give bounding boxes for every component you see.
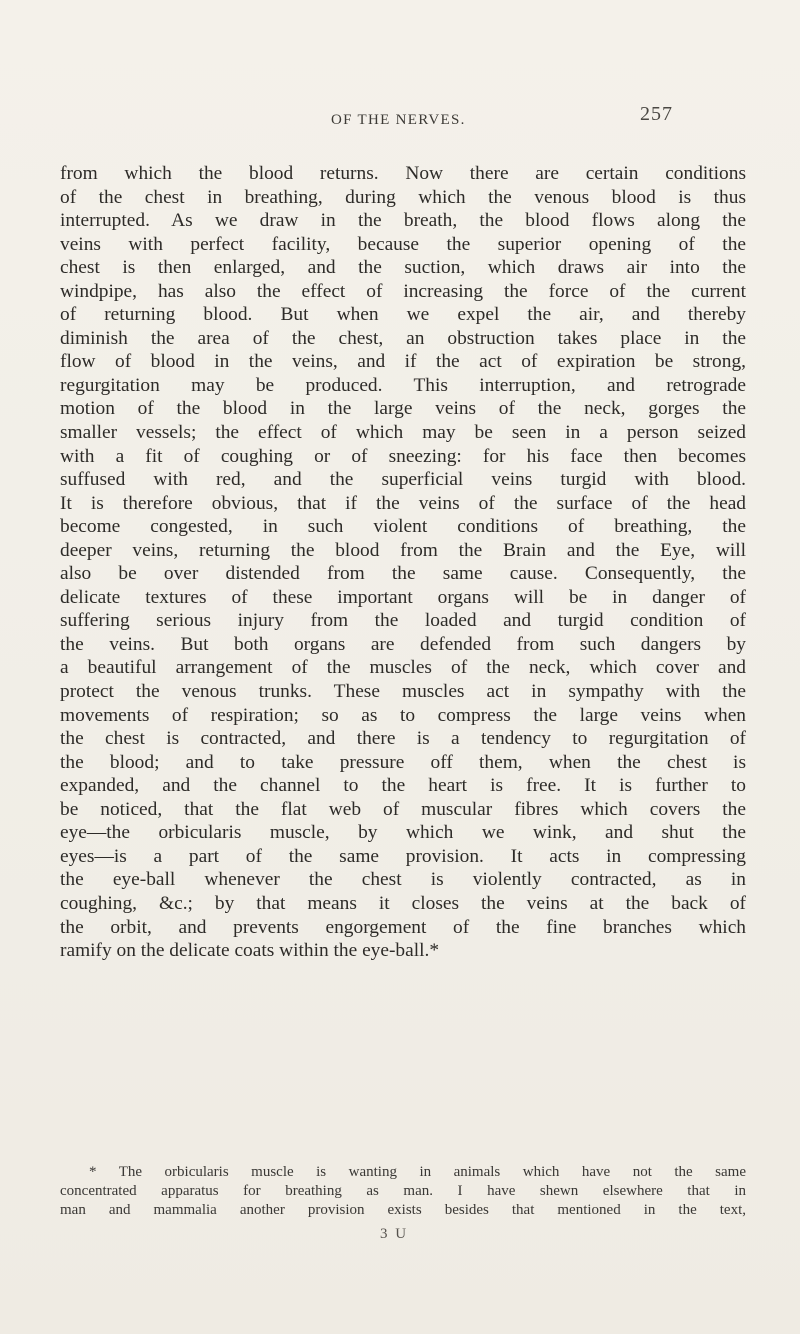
footnote bbox=[60, 1163, 746, 1221]
page-number: 257 bbox=[640, 103, 673, 125]
text-line: deeper veins, returning the blood from the Brain and the Eye, will bbox=[60, 539, 746, 561]
text-line: chest is then enlarged, and the suction, which draws air into the bbox=[60, 257, 746, 279]
text-line: expanded, and the channel to the heart is free. It is further to bbox=[60, 775, 746, 797]
text-line: from which the blood returns. Now there are certain conditions bbox=[60, 163, 746, 184]
footnote-line: * The orbicularis muscle is wanting in animals which have not the same bbox=[89, 1164, 746, 1180]
body-text bbox=[60, 162, 746, 963]
text-line: the orbit, and prevents engorgement of the fine branches which bbox=[60, 916, 746, 938]
text-line: suffering serious injury from the loaded and turgid condition of bbox=[60, 610, 746, 632]
text-line: the blood; and to take pressure off them, when the chest is bbox=[60, 751, 746, 773]
text-line: windpipe, has also the effect of increasing the force of the current bbox=[60, 280, 746, 302]
text-line: movements of respiration; so as to compress the large veins when bbox=[60, 704, 746, 726]
running-title: OF THE NERVES. bbox=[331, 112, 466, 128]
text-line: with a fit of coughing or of sneezing: for his face then becomes bbox=[60, 445, 746, 467]
text-line: eye—the orbicularis muscle, by which we wink, and shut the bbox=[60, 822, 746, 844]
text-line: protect the venous trunks. These muscles act in sympathy with the bbox=[60, 681, 746, 703]
text-line: of returning blood. But when we expel the air, and thereby bbox=[60, 304, 746, 326]
text-line: flow of blood in the veins, and if the act of expiration be strong, bbox=[60, 351, 746, 373]
text-line: the veins. But both organs are defended from such dangers by bbox=[60, 633, 746, 655]
text-line: diminish the area of the chest, an obstruction takes place in the bbox=[60, 327, 746, 349]
text-line: veins with perfect facility, because the superior opening of the bbox=[60, 233, 746, 255]
running-head bbox=[0, 103, 800, 133]
footnote-line: man and mammalia another provision exists besides that mentioned in the text, bbox=[60, 1202, 746, 1219]
text-line: ramify on the delicate coats within the eye-ball.* bbox=[60, 940, 440, 962]
footnote-line: concentrated apparatus for breathing as man. I have shewn elsewhere that in bbox=[60, 1183, 746, 1200]
text-line: be noticed, that the flat web of muscular fibres which covers the bbox=[60, 798, 746, 820]
text-line: regurgitation may be produced. This interruption, and retrograde bbox=[60, 374, 746, 396]
text-line: interrupted. As we draw in the breath, the blood flows along the bbox=[60, 210, 746, 232]
text-line: delicate textures of these important organs will be in danger of bbox=[60, 586, 746, 608]
text-line: of the chest in breathing, during which the venous blood is thus bbox=[60, 186, 746, 208]
text-line: the eye-ball whenever the chest is violently contracted, as in bbox=[60, 869, 746, 891]
signature-mark: 3 U bbox=[380, 1226, 409, 1242]
text-line: a beautiful arrangement of the muscles of the neck, which cover and bbox=[60, 657, 746, 679]
text-line: motion of the blood in the large veins of the neck, gorges the bbox=[60, 398, 746, 420]
text-line: also be over distended from the same cause. Consequently, the bbox=[60, 563, 746, 585]
text-line: coughing, &c.; by that means it closes the veins at the back of bbox=[60, 892, 746, 914]
text-line: the chest is contracted, and there is a tendency to regurgitation of bbox=[60, 728, 746, 750]
text-line: smaller vessels; the effect of which may be seen in a person seized bbox=[60, 422, 746, 444]
text-line: eyes—is a part of the same provision. It acts in compressing bbox=[60, 845, 746, 867]
text-line: It is therefore obvious, that if the veins of the surface of the head bbox=[60, 492, 746, 514]
text-line: suffused with red, and the superficial veins turgid with blood. bbox=[60, 469, 746, 491]
text-line: become congested, in such violent conditions of breathing, the bbox=[60, 516, 746, 538]
